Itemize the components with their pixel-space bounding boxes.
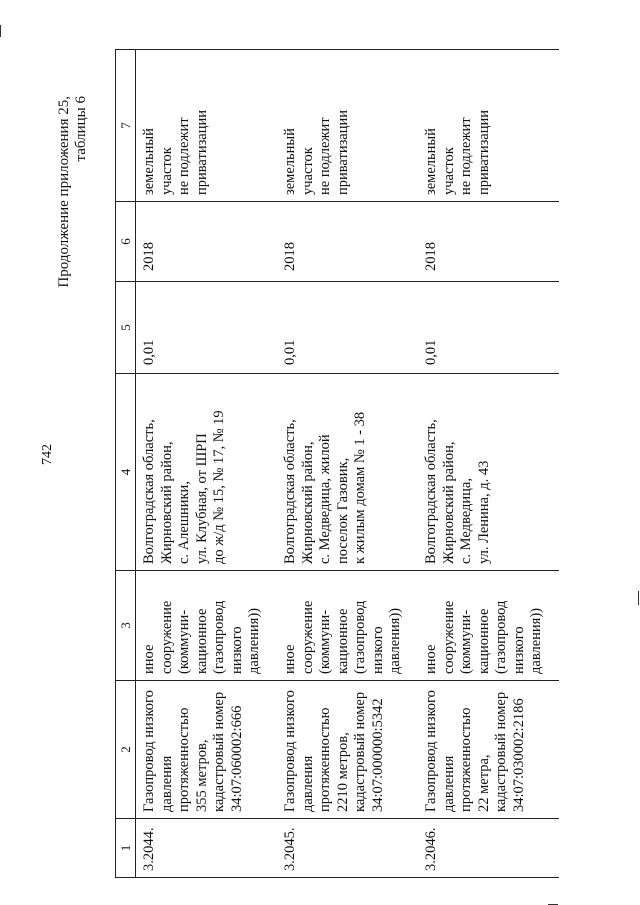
object-year: 2018 — [136, 202, 278, 282]
object-name: Газопровод низкого давления протяженностью 22 метра, кадастровый номер 34:07:030002:2186 — [418, 681, 559, 819]
object-name: Газопровод низкого давления протяженностью 2210 метров, кадастровый номер 34:07:000000:5342 — [277, 681, 418, 819]
column-number: 3 — [116, 571, 136, 681]
object-area: 0,01 — [418, 282, 559, 374]
object-note: земельный участок не подлежит приватизации — [136, 50, 278, 202]
object-name: Газопровод низкого давления протяженностью 355 метров, кадастровый номер 34:07:060002:666 — [136, 681, 278, 819]
object-year: 2018 — [418, 202, 559, 282]
object-address: Волгоградская область, Жирновский район, с. Медведица, ул. Ленина, д. 43 — [418, 374, 559, 571]
column-number: 6 — [116, 202, 136, 282]
table-row — [418, 50, 559, 878]
object-year: 2018 — [277, 202, 418, 282]
object-note: земельный участок не подлежит приватизации — [418, 50, 559, 202]
object-address: Волгоградская область, Жирновский район, с. Медведица, жилой поселок Газовик, к жилым домам № 1 - 38 — [277, 374, 418, 571]
column-number-row — [116, 50, 136, 878]
object-note: земельный участок не подлежит приватизации — [277, 50, 418, 202]
property-table — [115, 49, 559, 878]
table-row — [136, 50, 278, 878]
column-number: 5 — [116, 282, 136, 374]
row-number: 3.2045. — [277, 819, 418, 878]
continuation-note — [56, 96, 90, 288]
object-type: иное сооружение (коммуни- кационное (газопровод низкого давления)) — [277, 571, 418, 681]
row-number: 3.2044. — [136, 819, 278, 878]
continuation-line-2: таблицы 6 — [73, 96, 89, 162]
object-area: 0,01 — [136, 282, 278, 374]
column-number: 4 — [116, 374, 136, 571]
row-number: 3.2046. — [418, 819, 559, 878]
table-row — [277, 50, 418, 878]
object-type: иное сооружение (коммуни- кационное (газопровод низкого давления)) — [418, 571, 559, 681]
page-number: 742 — [40, 444, 55, 465]
column-number: 7 — [116, 50, 136, 202]
object-address: Волгоградская область, Жирновский район, с. Алешники, ул. Клубная, от ШРП до ж/д № 15, № 17, № 19 — [136, 374, 278, 571]
scan-mark — [0, 25, 1, 37]
object-area: 0,01 — [277, 282, 418, 374]
column-number: 2 — [116, 681, 136, 819]
object-type: иное сооружение (коммуни- кационное (газопровод низкого давления)) — [136, 571, 278, 681]
column-number: 1 — [116, 819, 136, 878]
scan-mark — [638, 591, 639, 605]
continuation-line-1: Продолжение приложения 25, — [56, 96, 72, 288]
